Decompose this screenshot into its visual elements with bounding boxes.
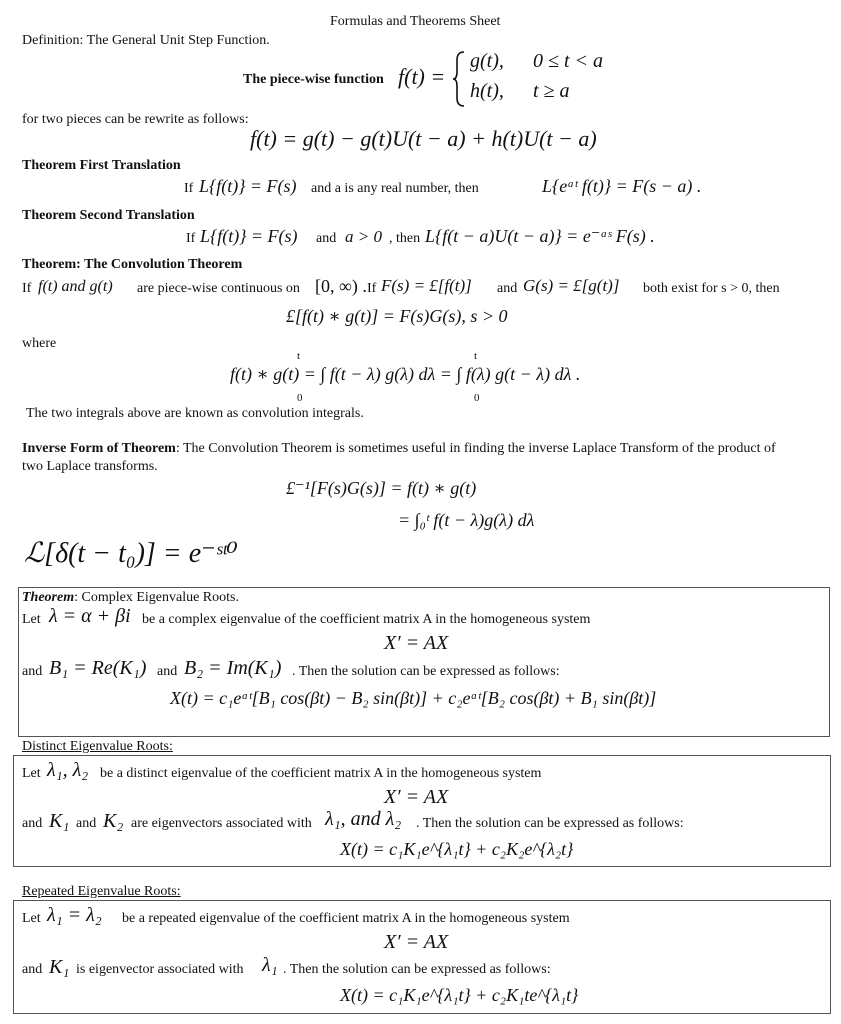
piecewise-label: The piece-wise function [243, 72, 384, 87]
definition-heading: Definition: The General Unit Step Function. [22, 33, 270, 48]
delta-laplace-formula: ℒ[δ(t − t₀)] = e⁻ˢᵗ⁰ [24, 538, 238, 569]
repeated-let-tail: be a repeated eigenvalue of the coefficient matrix A in the homogeneous system [122, 911, 570, 926]
inverse-formula1: £⁻¹[F(s)G(s)] = f(t) ∗ g(t) [286, 478, 477, 498]
second-formula2: L{f(t − a)U(t − a)} = e⁻ᵃˢ F(s) . [425, 226, 655, 246]
conv-and: and [497, 281, 518, 296]
first-mid-text: and a is any real number, then [311, 181, 479, 196]
convolution-note: The two integrals above are known as convolution integrals. [26, 406, 364, 421]
case1-expr: g(t), [470, 50, 504, 72]
integral2-lower: 0 [474, 392, 480, 404]
complex-title-italic: Theorem [22, 590, 75, 605]
repeated-lambdas: λ₁ = λ₂ [47, 904, 102, 926]
repeated-solution: X(t) = c₁K₁e^{λ₁t} + c₂K₁te^{λ₁t} [340, 985, 579, 1005]
repeated-title: Repeated Eigenvalue Roots: [22, 884, 181, 899]
case2-cond: t ≥ a [533, 80, 570, 102]
conv-formula: £[f(t) ∗ g(t)] = F(s)G(s), s > 0 [286, 306, 508, 326]
page-title: Formulas and Theorems Sheet [330, 14, 501, 29]
distinct-system: X′ = AX [384, 786, 449, 808]
distinct-title: Distinct Eigenvalue Roots: [22, 739, 173, 754]
first-formula1: L{f(t)} = F(s) [199, 176, 297, 196]
complex-solution: X(t) = c₁eᵅᵗ[B₁ cos(βt) − B₂ sin(βt)] + c₂eᵅᵗ[B₂ cos(βt) + B₁ sin(βt)] [170, 688, 657, 708]
distinct-and: and [22, 816, 43, 831]
repeated-system: X′ = AX [384, 931, 449, 953]
convolution-heading: Theorem: The Convolution Theorem [22, 257, 243, 272]
integral2-upper: t [474, 350, 478, 362]
complex-system: X′ = AX [384, 632, 449, 654]
repeated-let: Let [22, 911, 41, 926]
inverse-text1: : The Convolution Theorem is sometimes useful in finding the inverse Laplace Transform of the product of [175, 441, 776, 456]
complex-let-tail: be a complex eigenvalue of the coefficient matrix A in the homogeneous system [142, 612, 591, 627]
distinct-k2: K₂ [103, 810, 124, 832]
piecewise-brace [452, 50, 466, 108]
second-formula1: L{f(t)} = F(s) [200, 226, 298, 246]
convolution-integral: f(t) ∗ g(t) = ∫ f(t − λ) g(λ) dλ = ∫ f(λ) g(t − λ) dλ . [230, 364, 581, 384]
inverse-text2: two Laplace transforms. [22, 459, 158, 474]
inverse-formula2: = ∫₀ᵗ f(t − λ)g(λ) dλ [398, 510, 535, 530]
repeated-then: . Then the solution can be expressed as follows: [283, 962, 551, 977]
integral1-upper: t [297, 350, 301, 362]
repeated-and: and [22, 962, 43, 977]
distinct-assoc: are eigenvectors associated with [131, 816, 312, 831]
integral1-lower: 0 [297, 392, 303, 404]
complex-b1: B₁ = Re(K₁) [49, 657, 147, 679]
first-formula2: L{eᵃᵗ f(t)} = F(s − a) . [542, 176, 702, 196]
distinct-k1: K₁ [49, 810, 70, 832]
second-if: If [186, 231, 196, 246]
distinct-let: Let [22, 766, 41, 781]
rewrite-formula: f(t) = g(t) − g(t)U(t − a) + h(t)U(t − a) [250, 126, 597, 151]
rewrite-text: for two pieces can be rewrite as follows: [22, 112, 249, 127]
conv-G: G(s) = £[g(t)] [523, 276, 620, 295]
piecewise-lhs: f(t) = [398, 64, 446, 89]
distinct-and2: and [76, 816, 97, 831]
conv-interval: [0, ∞) . [315, 276, 367, 296]
complex-then: . Then the solution can be expressed as follows: [292, 664, 560, 679]
repeated-k1: K₁ [49, 956, 70, 978]
second-translation-heading: Theorem Second Translation [22, 208, 195, 223]
second-cond: a > 0 [345, 227, 382, 246]
complex-b2: B₂ = Im(K₁) [184, 657, 282, 679]
distinct-lambdas2: λ₁, and λ₂ [325, 808, 402, 830]
complex-lambda: λ = α + βi [49, 605, 131, 627]
distinct-solution: X(t) = c₁K₁e^{λ₁t} + c₂K₂e^{λ₂t} [340, 839, 574, 859]
repeated-assoc: is eigenvector associated with [76, 962, 244, 977]
second-then: , then [389, 231, 421, 246]
repeated-lambda1: λ₁ [262, 954, 278, 976]
conv-tail: both exist for s > 0, then [643, 281, 780, 296]
distinct-let-tail: be a distinct eigenvalue of the coefficient matrix A in the homogeneous system [100, 766, 542, 781]
complex-title-rest: : Complex Eigenvalue Roots. [74, 590, 239, 605]
conv-text: are piece-wise continuous on [137, 281, 300, 296]
case1-cond: 0 ≤ t < a [533, 50, 604, 72]
complex-and: and [22, 664, 43, 679]
second-and: and [316, 231, 337, 246]
distinct-lambdas: λ₁, λ₂ [47, 759, 89, 781]
first-if: If [184, 181, 194, 196]
distinct-then: . Then the solution can be expressed as follows: [416, 816, 684, 831]
case2-expr: h(t), [470, 80, 504, 102]
where-text: where [22, 336, 57, 351]
conv-if: If [22, 281, 32, 296]
conv-F: F(s) = £[f(t)] [381, 276, 472, 295]
complex-let: Let [22, 612, 41, 627]
conv-if2: If [367, 281, 377, 296]
conv-fg: f(t) and g(t) [38, 278, 113, 295]
first-translation-heading: Theorem First Translation [22, 158, 181, 173]
inverse-heading: Inverse Form of Theorem [22, 441, 176, 456]
complex-title [22, 590, 239, 606]
complex-and2: and [157, 664, 178, 679]
inverse-line1 [22, 441, 776, 457]
